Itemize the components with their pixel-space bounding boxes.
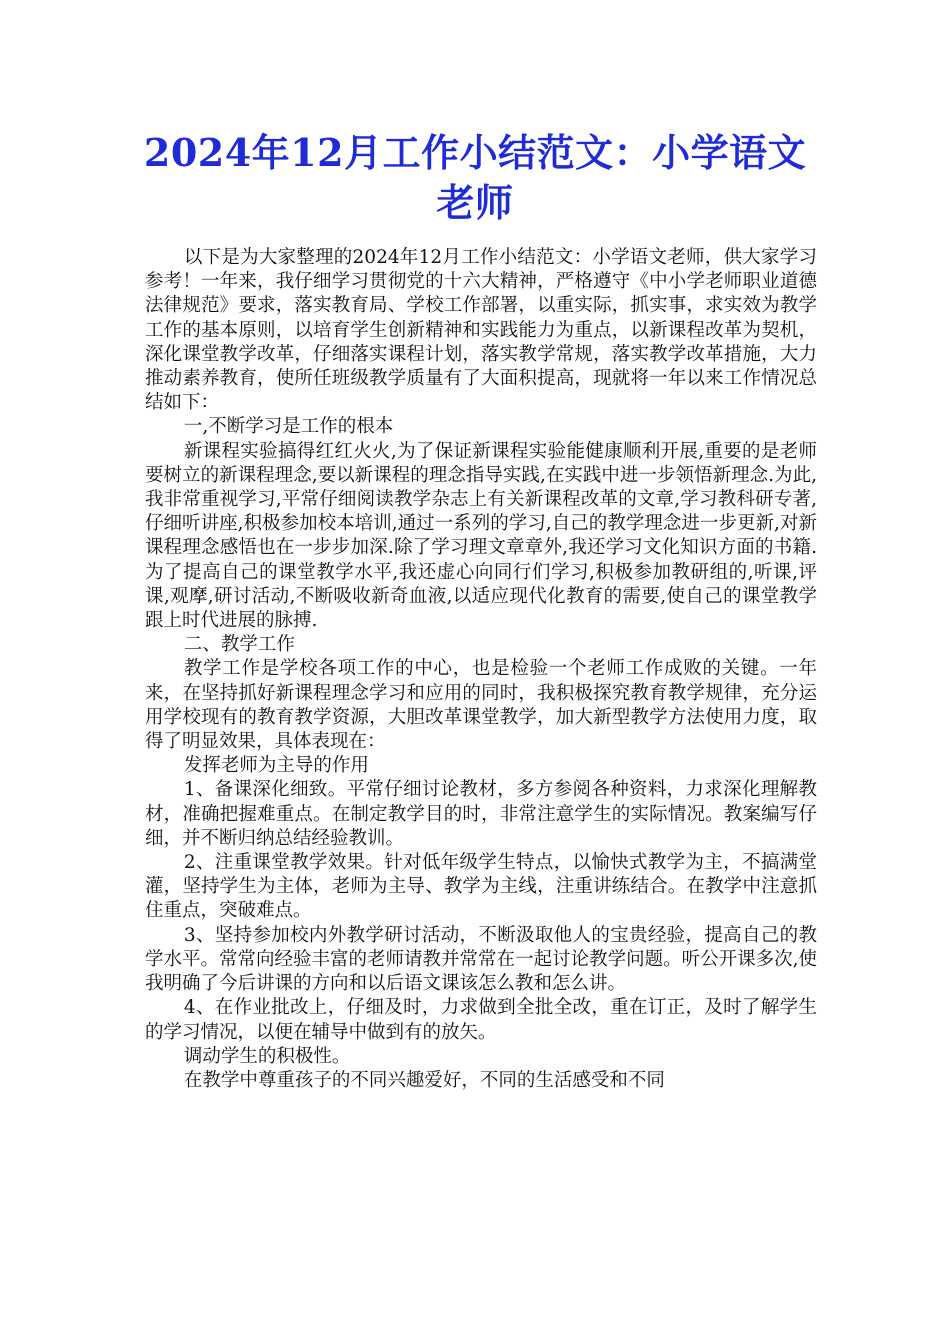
list-item-1: 1、备课深化细致。平常仔细讨论教材，多方参阅各种资料，力求深化理解教材，准确把握难重点。在制定教学目的时，非常注意学生的实际情况。教案编写仔细，并不断归纳总结经验教训。 — [145, 779, 817, 849]
teaching-paragraph: 教学工作是学校各项工作的中心，也是检验一个老师工作成败的关键。一年来，在坚持抓好新课程理念学习和应用的同时，我积极探究教育教学规律，充分运用学校现有的教育教学资源，大胆改革课堂教学，加大新型教学方法使用力度，取得了明显效果，具体表现在： — [145, 658, 817, 753]
motivation-paragraph: 在教学中尊重孩子的不同兴趣爱好，不同的生活感受和不同 — [183, 1069, 665, 1091]
intro-paragraph: 以下是为大家整理的2024年12月工作小结范文：小学语文老师，供大家学习参考！一年来，我仔细学习贯彻党的十六大精神，严格遵守《中小学老师职业道德法律规范》要求，落实教育局、学校工作部署，以重实际，抓实事，求实效为教学工作的基本原则，以培育学生创新精神和实践能力为重点，以新课程改革为契机，深化课堂教学改革，仔细落实课程计划，落实教学常规，落实教学改革措施，大力推动素养教育，使所任班级教学质量有了大面积提高，现就将一年以来工作情况总结如下： — [145, 247, 817, 414]
document-body — [145, 246, 817, 1093]
section-heading-teaching: 二、教学工作 — [183, 634, 295, 656]
subheading-teacher-role: 发挥老师为主导的作用 — [183, 755, 369, 777]
document-title: 2024年12月工作小结范文：小学语文老师 — [143, 130, 807, 225]
list-item-3: 3、坚持参加校内外教学研讨活动，不断汲取他人的宝贵经验，提高自己的教学水平。常常向经验丰富的老师请教并常常在一起讨论教学问题。听公开课多次,使我明确了今后讲课的方向和以后语文课该怎么教和怎么讲。 — [145, 924, 817, 995]
study-paragraph: 新课程实验搞得红红火火,为了保证新课程实验能健康顺利开展,重要的是老师要树立的新课程理念,要以新课程的理念指导实践,在实践中进一步领悟新理念.为此,我非常重视学习,平常仔细阅读教学杂志上有关新课程改革的文章,学习教科研专著,仔细听讲座,积极参加校本培训,通过一系列的学习,自己的教学理念进一步更新,对新课程理念感悟也在一步步加深.除了学习理文章章外,我还学习文化知识方面的书籍.为了提高自己的课堂教学水平,我还虚心向同行们学习,积极参加教研组的,听课,评课,观摩,研讨活动,不断吸收新奇血液,以适应现代化教育的需要,使自己的课堂教学跟上时代进展的脉搏. — [145, 440, 817, 632]
subheading-student-motivation: 调动学生的积极性。 — [183, 1045, 351, 1067]
section-heading-study: 一,不断学习是工作的根本 — [183, 416, 394, 438]
list-item-2: 2、注重课堂教学效果。针对低年级学生特点，以愉快式教学为主，不搞满堂灌，坚持学生为主体，老师为主导、教学为主线，注重讲练结合。在教学中注意抓住重点，突破难点。 — [145, 852, 817, 922]
list-item-4: 4、在作业批改上，仔细及时，力求做到全批全改，重在订正，及时了解学生的学习情况，以便在辅导中做到有的放矢。 — [145, 997, 817, 1043]
